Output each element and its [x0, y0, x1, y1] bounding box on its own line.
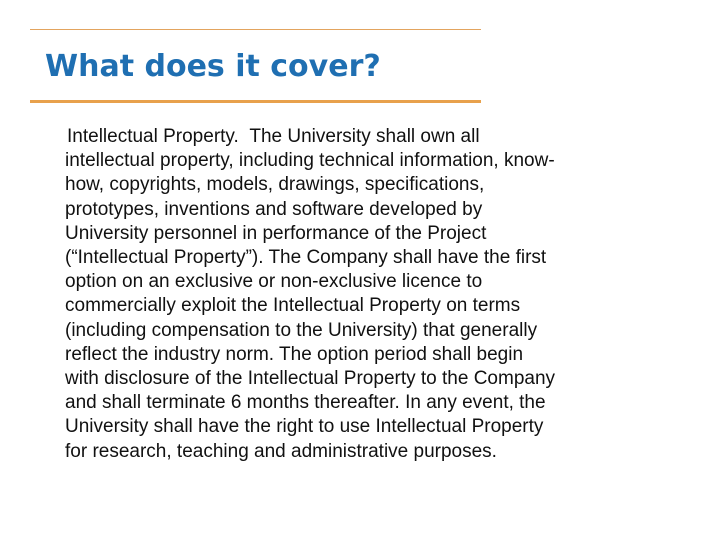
clause-line: The University shall own all [249, 126, 480, 147]
clause-line: and shall terminate 6 months thereafter. In any event, the [65, 392, 546, 414]
clause-line: how, copyrights, models, drawings, specifications, [65, 174, 485, 196]
clause-line: reflect the industry norm. The option period shall begin [65, 343, 524, 365]
top-divider [30, 29, 481, 30]
clause-first-line [65, 125, 695, 149]
slide-title: What does it cover? [45, 49, 381, 84]
clause-line: commercially exploit the Intellectual Property on terms [65, 295, 521, 317]
clause-line: for research, teaching and administrative purposes. [65, 440, 497, 462]
clause-line: with disclosure of the Intellectual Property to the Company [65, 368, 556, 390]
clause-line: University shall have the right to use Intellectual Property [65, 416, 544, 438]
clause-line: (“Intellectual Property”). The Company shall have the first [65, 247, 547, 269]
clause-body [65, 125, 695, 464]
clause-line: intellectual property, including technical information, know- [65, 150, 555, 172]
clause-line: option on an exclusive or non-exclusive licence to [65, 271, 483, 293]
clause-line: prototypes, inventions and software developed by [65, 198, 483, 220]
title-underline [30, 100, 481, 103]
clause-line: University personnel in performance of the Project [65, 222, 487, 244]
clause-term: Intellectual Property. [67, 126, 239, 147]
clause-line: (including compensation to the University) that generally [65, 319, 538, 341]
